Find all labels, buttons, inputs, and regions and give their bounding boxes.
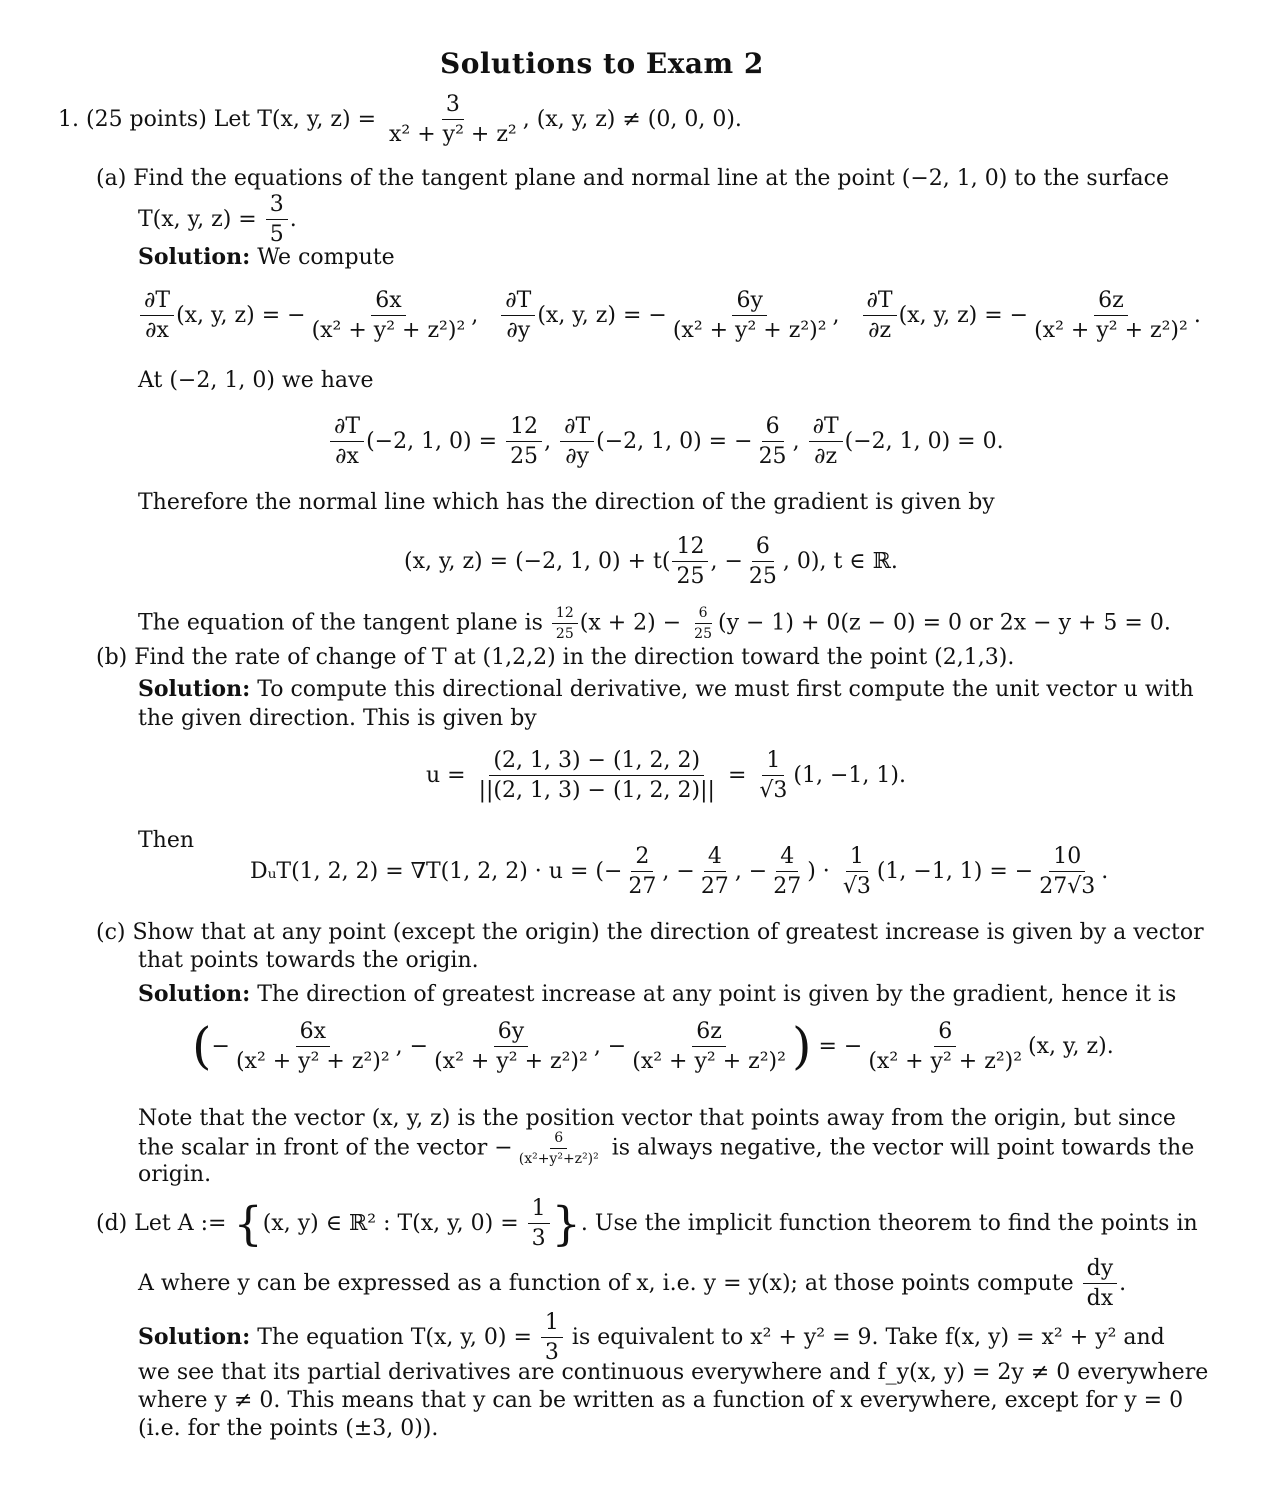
- fraction-numerator: 6x: [296, 1019, 330, 1047]
- fraction-numerator: 3: [266, 192, 288, 220]
- fraction-numerator: 6x: [371, 288, 405, 316]
- fraction-numerator: 4: [776, 844, 798, 872]
- dy-args: (x, y, z) = −: [537, 302, 667, 328]
- g-frac-2: [430, 1019, 592, 1075]
- partial-derivatives-row: $\frac{\partial T}{\partial x}$ (x, y, z) = − $\frac{6x}{\text{(x² + y² + z²)²}}$ , $\frac{\partial T}{\partial y}$ (x, y, z) = − $\frac{6y}{\text{(x² + y² + z²)²}}$ , $\frac{\partial T}{\partial z}$ (x, y, z) = − $\frac{6z}{\text{(x² + y² + z²)²}}$ .: [138, 288, 1201, 344]
- dT-dx: [140, 288, 174, 344]
- plane-end: (y − 1) + 0(z − 0) = 0 or 2x − y + 5 = 0.: [717, 610, 1171, 636]
- y-value: [755, 414, 791, 470]
- x-value: [506, 414, 542, 470]
- fraction-denominator: 25: [676, 564, 705, 590]
- fraction-denominator: (x² + y² + z²)²: [1034, 318, 1188, 344]
- d-mid: ) ·: [807, 858, 830, 884]
- fraction-numerator: 6: [550, 1130, 567, 1149]
- part-b-question: (b) Find the rate of change of T at (1,2,2) in the direction toward the point (2,1,3).: [96, 645, 1015, 670]
- fraction-numerator: ∂T: [863, 288, 897, 316]
- z-value: (−2, 1, 0) = 0.: [844, 428, 1004, 454]
- fraction-denominator: 3: [544, 1340, 559, 1366]
- tangent-plane-text: [138, 605, 1171, 642]
- note-line1: Note that the vector (x, y, z) is the position vector that points away from the origin, but since: [138, 1106, 1176, 1131]
- part-b-solution-line2: the given direction. This is given by: [138, 706, 537, 731]
- u-lhs: u =: [426, 762, 466, 788]
- fraction-denominator: ∂z: [868, 318, 892, 344]
- one-third: [528, 1196, 550, 1252]
- at-point-text: At (−2, 1, 0) we have: [138, 368, 374, 393]
- d-frac-3: [769, 844, 805, 900]
- fraction-numerator: 6: [762, 414, 784, 442]
- part-d-solution-line3: where y ≠ 0. This means that y can be written as a function of x everywhere, except for y = 0: [138, 1388, 1184, 1413]
- point-arg: (−2, 1, 0) =: [366, 428, 498, 454]
- dz-args: (x, y, z) = −: [898, 302, 1029, 328]
- fraction-denominator: ∂y: [506, 318, 531, 344]
- fraction-denominator: 25: [510, 444, 539, 470]
- solution-label: Solution:: [138, 244, 251, 270]
- fraction-denominator: 25: [555, 626, 574, 643]
- fraction-numerator: 10: [1049, 844, 1085, 872]
- fraction-numerator: 6y: [494, 1019, 528, 1047]
- part-c-solution-intro: [138, 982, 1176, 1007]
- d-q2-text: A where y can be expressed as a function of x, i.e. y = y(x); at those points compute: [138, 1270, 1074, 1296]
- fraction-numerator: ∂T: [809, 414, 843, 442]
- d-vec: (1, −1, 1) = −: [876, 858, 1034, 884]
- fraction-denominator: (x² + y² + z²)²: [311, 318, 466, 344]
- fraction-numerator: 6z: [1094, 288, 1128, 316]
- plane-frac-2: [690, 605, 716, 642]
- normal-line-equation: (x, y, z) = (−2, 1, 0) + t( $\frac{12}{25}$ , − $\frac{6}{25}$ , 0), t ∈ ℝ.: [404, 534, 898, 590]
- dT-dy: [560, 414, 594, 470]
- fraction-denominator: 25: [758, 444, 787, 470]
- solution-label: Solution:: [138, 1323, 251, 1350]
- part-c-question-line2: that points towards the origin.: [138, 948, 479, 973]
- fraction-denominator: ∂z: [814, 444, 838, 470]
- d-frac-4: [839, 844, 875, 900]
- gradient-vector-equation: (− $\frac{6x}{\text{(x² + y² + z²)²}}$ , − $\frac{6y}{\text{(x² + y² + z²)²}}$ , − $\frac{6z}{\text{(x² + y² + z²)²}}$ ) = − $\frac{6}{\text{(x² + y² + z²)²}}$ (x, y, z).: [192, 1017, 1114, 1075]
- fraction-numerator: 12: [552, 605, 578, 624]
- fraction-denominator: ∂y: [565, 444, 589, 470]
- dT-dx: [330, 414, 364, 470]
- fraction-numerator: ∂T: [501, 288, 535, 316]
- g-frac-3: [628, 1019, 790, 1075]
- solution-text: We compute: [257, 245, 395, 270]
- line-end: , 0), t ∈ ℝ.: [782, 548, 898, 574]
- point-arg: (−2, 1, 0) =: [596, 428, 728, 454]
- note-line2: [138, 1130, 1194, 1167]
- dT-dy: [501, 288, 535, 344]
- u-equals: =: [727, 762, 747, 788]
- fraction-denominator: √3: [842, 874, 871, 900]
- fraction-denominator: (x² + y² + z²)²: [235, 1049, 390, 1075]
- fraction-numerator: dy: [1083, 1256, 1118, 1284]
- fraction-denominator: (x² + y² + z²)²: [632, 1049, 786, 1075]
- solution-label: Solution:: [138, 981, 251, 1007]
- fraction-denominator: √3: [759, 778, 788, 804]
- part-a-lhs: T(x, y, z) =: [138, 206, 257, 232]
- right-brace: }: [551, 1196, 581, 1251]
- d-q1-pre: (d) Let A :=: [96, 1210, 227, 1236]
- part-a-question-line1: (a) Find the equations of the tangent plane and normal line at the point (−2, 1, 0) to the surface: [96, 166, 1169, 191]
- problem-label: 1. (25 points) Let T(x, y, z) =: [58, 106, 377, 132]
- plane-pre: The equation of the tangent plane is: [138, 610, 543, 636]
- fraction-numerator: 12: [506, 414, 542, 442]
- part-b-solution-line1: [138, 677, 1194, 702]
- problem-statement: [58, 92, 742, 148]
- fraction-denominator: 5: [269, 222, 284, 248]
- dx-value: [308, 288, 470, 344]
- part-d-question-line2: A where y can be expressed as a function of x, i.e. y = y(x); at those points compute $\frac{dy}{dx}$ .: [138, 1256, 1127, 1312]
- fraction-denominator: 27: [700, 874, 729, 900]
- part-a-question-line2: T(x, y, z) = $\frac{3}{5}$ .: [138, 192, 297, 248]
- fraction-denominator: (x²+y²+z²)²: [518, 1151, 599, 1168]
- fraction-denominator: 27√3: [1039, 874, 1096, 900]
- d-frac-1: [624, 844, 660, 900]
- then-text: Then: [138, 828, 195, 853]
- fraction-denominator: x² + y² + z²: [389, 122, 517, 148]
- g-frac-1: [232, 1019, 394, 1075]
- fraction-denominator: ∂x: [145, 318, 169, 344]
- gradient-values-row: $\frac{\partial T}{\partial x}$ (−2, 1, 0) = $\frac{12}{25}$ , $\frac{\partial T}{\partial y}$ (−2, 1, 0) = − $\frac{6}{25}$ , $\frac{\partial T}{\partial z}$ (−2, 1, 0) = 0.: [328, 414, 1004, 470]
- u-scalar: [755, 748, 791, 804]
- fraction-denominator: 3: [531, 1226, 546, 1252]
- three-fifths: [266, 192, 288, 248]
- dx-args: (x, y, z) = −: [176, 302, 306, 328]
- one-third: [541, 1310, 563, 1366]
- plane-mid: (x + 2) −: [579, 610, 682, 636]
- fraction-denominator: ∂x: [335, 444, 359, 470]
- line-frac-1: [672, 534, 708, 590]
- fraction-denominator: 25: [748, 564, 777, 590]
- normal-line-text: Therefore the normal line which has the direction of the gradient is given by: [138, 490, 995, 515]
- d-frac-2: [697, 844, 733, 900]
- note2-post: is always negative, the vector will point towards the: [611, 1135, 1195, 1161]
- fraction-denominator: 25: [694, 626, 712, 643]
- part-a-solution-intro: [138, 245, 395, 270]
- d-sol-post: is equivalent to x² + y² = 9. Take f(x, y) = x² + y² and: [571, 1324, 1165, 1350]
- dy-dx: [1083, 1256, 1118, 1312]
- fraction-numerator: 1: [541, 1310, 563, 1338]
- fraction-numerator: ∂T: [560, 414, 594, 442]
- line-frac-2: [745, 534, 781, 590]
- fraction-numerator: 6: [752, 534, 774, 562]
- fraction-numerator: 6: [695, 605, 712, 624]
- fraction-numerator: 6z: [692, 1019, 726, 1047]
- fraction-numerator: 1: [528, 1196, 550, 1224]
- fraction-numerator: 12: [672, 534, 708, 562]
- T-fraction: [385, 92, 521, 148]
- page-title: Solutions to Exam 2: [440, 47, 764, 80]
- part-d-solution-line1: [138, 1310, 1165, 1366]
- d-q1-post: . Use the implicit function theorem to find the points in: [580, 1210, 1198, 1236]
- solution-text: The direction of greatest increase at any point is given by the gradient, hence it is: [257, 982, 1177, 1007]
- left-brace: {: [233, 1196, 263, 1251]
- fraction-numerator: (2, 1, 3) − (1, 2, 2): [489, 748, 704, 776]
- left-paren: (: [192, 1017, 212, 1075]
- d-lhs: DᵤT(1, 2, 2) = ∇T(1, 2, 2) · u = (−: [250, 858, 623, 884]
- dT-dz: [809, 414, 843, 470]
- note-line3: origin.: [138, 1162, 212, 1187]
- fraction-denominator: 27: [773, 874, 802, 900]
- dT-dz: [863, 288, 897, 344]
- fraction-numerator: 2: [631, 844, 653, 872]
- part-d-solution-line4: (i.e. for the points (±3, 0)).: [138, 1416, 439, 1441]
- fraction-numerator: ∂T: [330, 414, 364, 442]
- d-result: [1035, 844, 1099, 900]
- part-d-solution-line2: we see that its partial derivatives are continuous everywhere and f_y(x, y) = 2y ≠ 0 everywhere: [138, 1360, 1209, 1385]
- part-d-question-line1: [96, 1196, 1198, 1252]
- plane-frac-1: [552, 605, 578, 642]
- dy-value: [669, 288, 831, 344]
- dz-value: [1030, 288, 1192, 344]
- fraction-denominator: (x² + y² + z²)²: [868, 1049, 1023, 1075]
- fraction-numerator: ∂T: [140, 288, 174, 316]
- solution-label: Solution:: [138, 676, 251, 702]
- fraction-denominator: dx: [1086, 1286, 1114, 1312]
- unit-vector-equation: [426, 748, 906, 804]
- fraction-numerator: 1: [846, 844, 868, 872]
- fraction-numerator: 3: [442, 92, 464, 120]
- solution-text: To compute this directional derivative, we must first compute the unit vector u with: [257, 677, 1194, 702]
- note2-frac: [515, 1130, 603, 1167]
- u-vector: (1, −1, 1).: [793, 762, 906, 788]
- fraction-numerator: 1: [762, 748, 784, 776]
- fraction-numerator: 4: [704, 844, 726, 872]
- fraction-numerator: 6: [934, 1019, 956, 1047]
- u-fraction: [475, 748, 719, 804]
- g-rhs-vec: (x, y, z).: [1028, 1033, 1114, 1059]
- note2-pre: the scalar in front of the vector −: [138, 1135, 513, 1161]
- fraction-denominator: (x² + y² + z²)²: [434, 1049, 588, 1075]
- problem-domain: , (x, y, z) ≠ (0, 0, 0).: [522, 106, 742, 132]
- part-c-question-line1: (c) Show that at any point (except the origin) the direction of greatest increase is given by a vector: [96, 920, 1204, 945]
- directional-derivative-equation: DᵤT(1, 2, 2) = ∇T(1, 2, 2) · u = (− $\frac{2}{27}$ , − $\frac{4}{27}$ , − $\frac{4}{27}$ ) · $\frac{1}{√3}$ (1, −1, 1) = − $\frac{10}{27√3}$ .: [250, 844, 1109, 900]
- fraction-denominator: 27: [628, 874, 657, 900]
- d-sol-pre: The equation T(x, y, 0) =: [257, 1324, 532, 1350]
- right-paren: ): [791, 1017, 812, 1075]
- line-lhs: (x, y, z) = (−2, 1, 0) + t(: [404, 548, 671, 574]
- g-rhs-frac: [864, 1019, 1026, 1075]
- fraction-denominator: ||(2, 1, 3) − (1, 2, 2)||: [478, 778, 715, 804]
- fraction-numerator: 6y: [732, 288, 766, 316]
- fraction-denominator: (x² + y² + z²)²: [672, 318, 827, 344]
- d-q1-set: (x, y) ∈ ℝ² : T(x, y, 0) =: [262, 1210, 519, 1236]
